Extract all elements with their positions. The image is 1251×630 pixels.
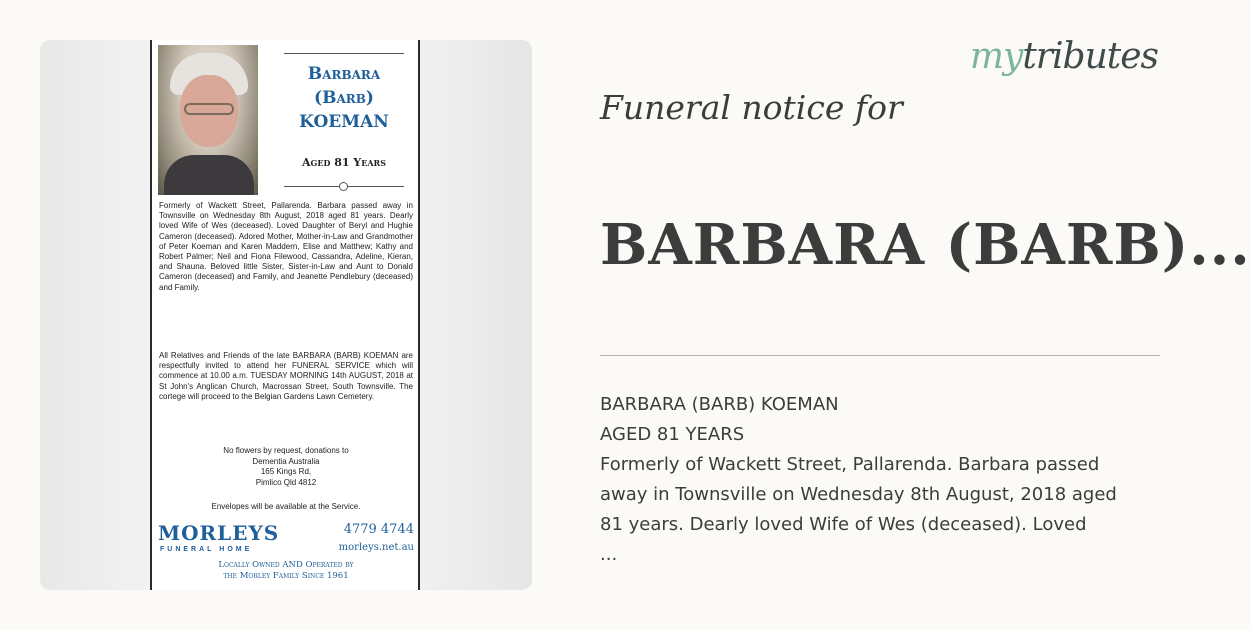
funeral-home-subtitle: FUNERAL HOME bbox=[160, 546, 253, 553]
photo-glasses bbox=[184, 103, 234, 115]
donation-line: Dementia Australia bbox=[252, 456, 320, 466]
funeral-home-tagline bbox=[159, 560, 413, 582]
summary-line: BARBARA (BARB) KOEMAN bbox=[600, 394, 839, 415]
mytributes-logo[interactable] bbox=[970, 36, 1158, 77]
donation-line: Pimlico Qld 4812 bbox=[255, 477, 317, 487]
summary-line: away in Townsville on Wednesday 8th August, 2018 aged bbox=[600, 484, 1117, 505]
notice-name bbox=[264, 62, 424, 134]
funeral-home-logo: MORLEYS bbox=[158, 521, 280, 545]
notice-summary bbox=[600, 390, 1170, 570]
summary-line: AGED 81 YEARS bbox=[600, 424, 745, 445]
logo-suffix: tributes bbox=[1022, 36, 1158, 77]
logo-prefix: my bbox=[969, 36, 1023, 77]
deceased-photo bbox=[158, 45, 258, 195]
donation-line: No flowers by request, donations to bbox=[223, 446, 349, 455]
notice-age: Aged 81 Years bbox=[302, 156, 386, 169]
notice-envelopes: Envelopes will be available at the Service. bbox=[211, 502, 361, 511]
funeral-home-phone: 4779 4744 bbox=[343, 522, 414, 537]
tagline-line2: the Morley Family Since 1961 bbox=[223, 571, 349, 581]
summary-line: ... bbox=[600, 544, 618, 565]
notice-service: All Relatives and Friends of the late BARBARA (BARB) KOEMAN are respectfully invited to attend her FUNERAL SERVICE which will commence at 10.00 a.m. TUESDAY MORNING 14th AUGUST, 2018 at St John's Anglican Church, Macrossan Street, South Townsville. The cortege will proceed to the Belgian Gardens Lawn Cemetery. bbox=[159, 351, 413, 401]
photo-shirt bbox=[164, 155, 254, 195]
summary-line: Formerly of Wackett Street, Pallarenda. Barbara passed bbox=[600, 454, 1100, 475]
notice-name-line2: (Barb) bbox=[314, 88, 374, 108]
donation-line: 165 Kings Rd, bbox=[260, 467, 312, 476]
divider bbox=[600, 355, 1160, 356]
funeral-home-website: morleys.net.au bbox=[338, 542, 414, 553]
notice-name-line1: Barbara bbox=[307, 64, 381, 84]
notice-name-line3: KOEMAN bbox=[299, 112, 389, 132]
notice-image-panel bbox=[40, 40, 532, 590]
notice-rule-top bbox=[284, 53, 404, 54]
notice-donations bbox=[159, 446, 413, 488]
summary-line: 81 years. Dearly loved Wife of Wes (deceased). Loved bbox=[600, 514, 1087, 535]
page-heading: Funeral notice for bbox=[600, 88, 903, 127]
funeral-notice-clipping bbox=[150, 40, 420, 590]
notice-rule-ornament bbox=[284, 186, 404, 187]
tagline-line1: Locally Owned AND Operated by bbox=[218, 560, 354, 570]
notice-body: Formerly of Wackett Street, Pallarenda. Barbara passed away in Townsville on Wednesday 8th August, 2018 aged 81 years. Dearly loved Wife of Wes (deceased). Loved Daughter of Beryl and Hughie Cameron (deceased). Adored Mother, Mother-in-Law and Grandmother of Peter Koeman and Karen Maddern, Elise and Matthew; Kathy and Robert Palmer; Neil and Fiona Filewood, Cassandra, Adeline, Kieran, and Shauna. Beloved little Sister, Sister-in-Law and Aunt to Donald Cameron (deceased) and Family, and Jeanette Pendlebury (deceased) and Family. bbox=[159, 201, 413, 292]
deceased-name-title: BARBARA (BARB)... bbox=[600, 212, 1251, 278]
